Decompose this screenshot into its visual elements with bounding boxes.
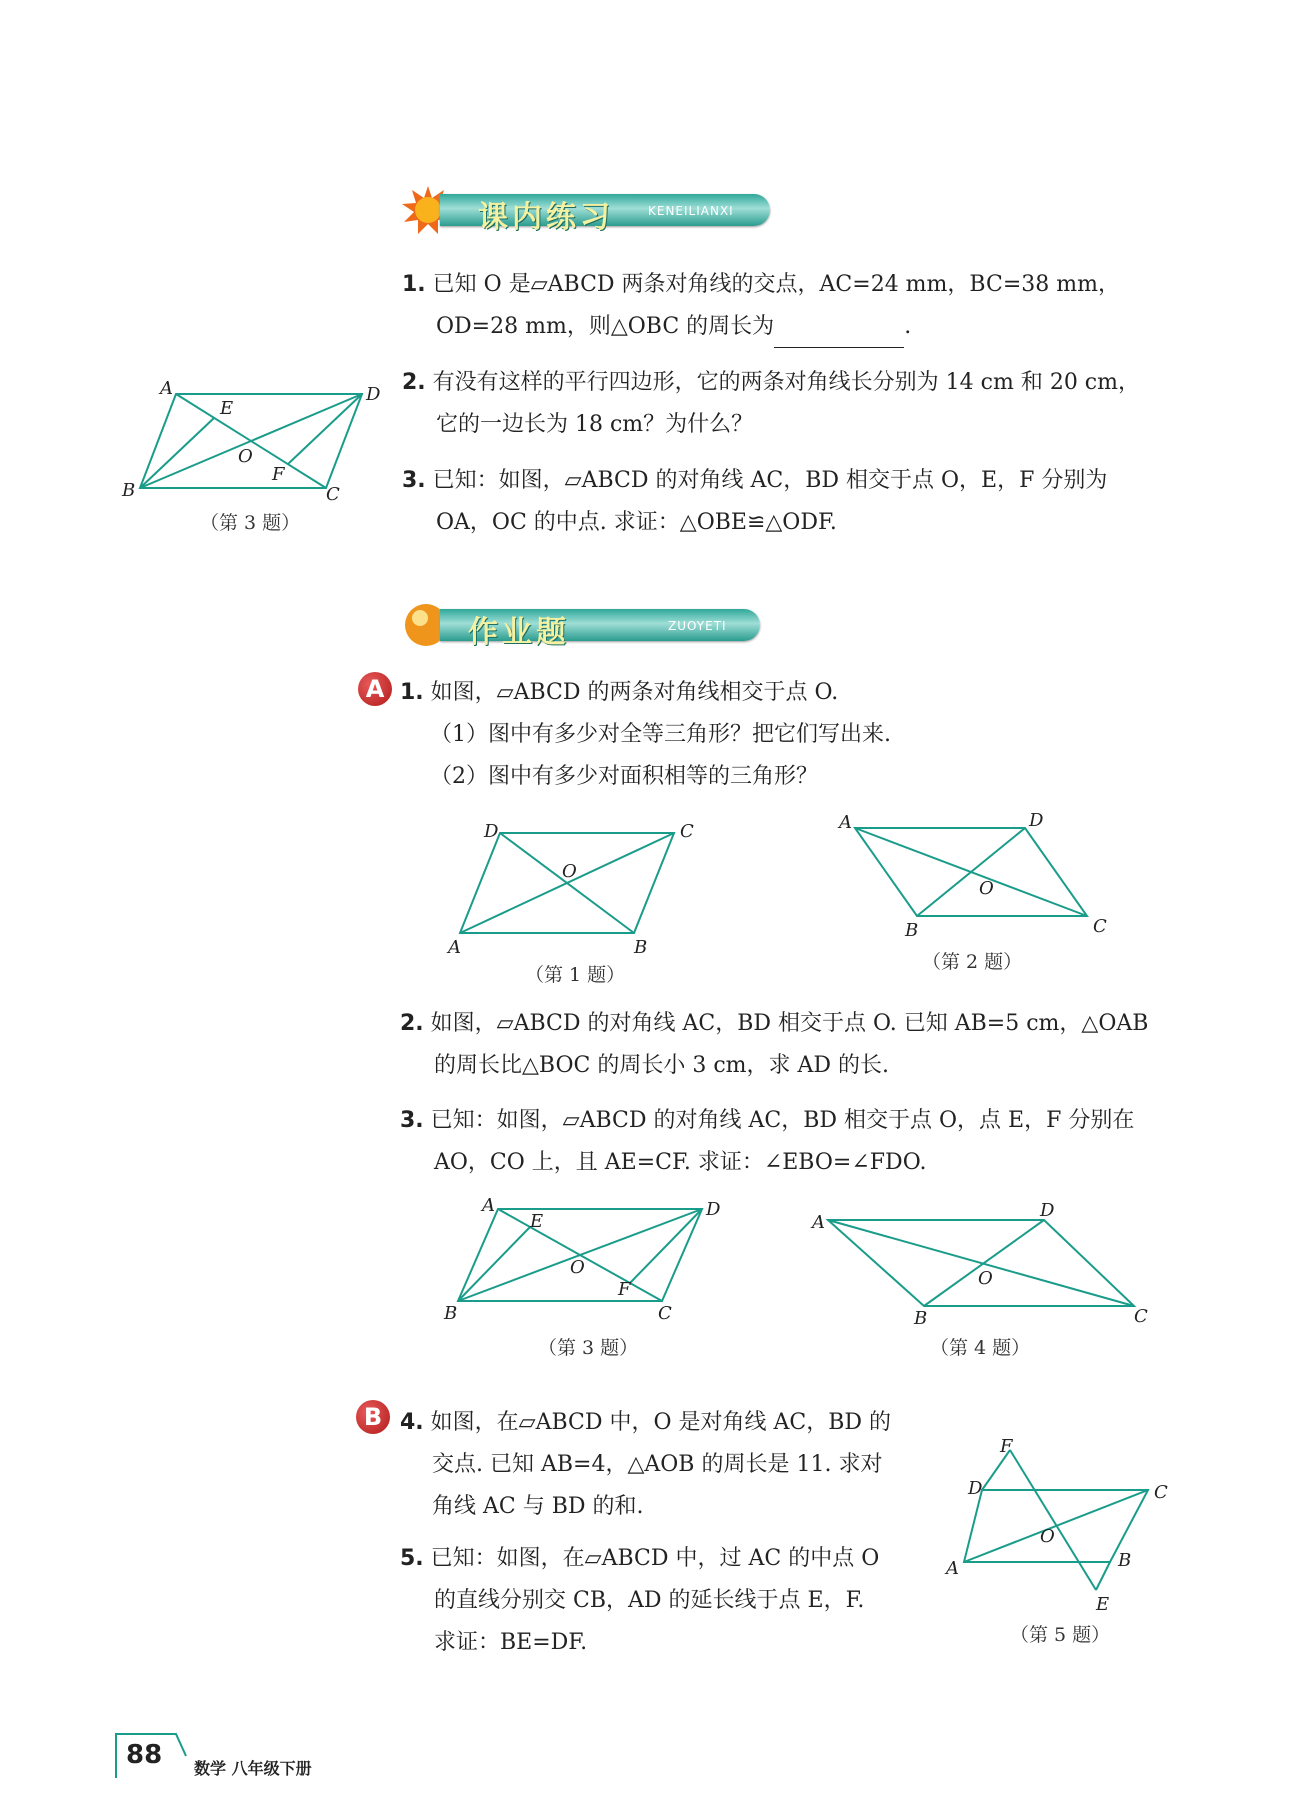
svg-text:D: D xyxy=(366,384,381,405)
svg-text:B: B xyxy=(914,1308,928,1327)
svg-text:A: A xyxy=(812,1212,825,1233)
svg-text:F: F xyxy=(272,464,285,485)
svg-text:E: E xyxy=(1096,1594,1110,1615)
level-b-badge: B xyxy=(356,1400,390,1434)
svg-text:C: C xyxy=(1093,916,1107,937)
caption-homework-4: （第 4 题） xyxy=(930,1337,1031,1359)
svg-text:D: D xyxy=(484,821,499,842)
svg-text:A: A xyxy=(946,1558,959,1579)
homework-question-4: 4. 如图，在▱ABCD 中，O 是对角线 AC，BD 的 交点. 已知 AB=4，△AOB 的周长是 11. 求对 角线 AC 与 BD 的和. xyxy=(400,1410,892,1519)
figure-homework-2 xyxy=(835,808,1125,943)
svg-text:O: O xyxy=(562,861,577,882)
figure-homework-1 xyxy=(440,815,710,955)
svg-text:F: F xyxy=(1000,1436,1013,1457)
svg-text:C: C xyxy=(326,484,340,505)
homework-question-3: 3. 已知：如图，▱ABCD 的对角线 AC，BD 相交于点 O，点 E，F 分别在 AO，CO 上，且 AE=CF. 求证：∠EBO=∠FDO. xyxy=(400,1108,1135,1175)
svg-text:D: D xyxy=(1029,810,1044,831)
svg-text:B: B xyxy=(905,920,919,941)
svg-text:C: C xyxy=(1154,1482,1168,1503)
svg-text:O: O xyxy=(1040,1526,1055,1547)
caption-homework-3: （第 3 题） xyxy=(538,1337,639,1359)
section-title: 课内练习 xyxy=(478,200,614,235)
section-title: 作业题 xyxy=(468,615,570,650)
figure-homework-5 xyxy=(942,1430,1182,1620)
figure-practice-3 xyxy=(118,380,388,510)
section-banner-practice xyxy=(400,190,780,235)
svg-text:C: C xyxy=(658,1303,672,1324)
homework-question-2: 2. 如图，▱ABCD 的对角线 AC，BD 相交于点 O. 已知 AB=5 cm，△OAB 的周长比△BOC 的周长小 3 cm，求 AD 的长. xyxy=(400,1011,1149,1078)
svg-text:A: A xyxy=(839,812,852,833)
svg-text:O: O xyxy=(570,1257,585,1278)
svg-text:O: O xyxy=(979,878,994,899)
section-subtitle: ZUOYETI xyxy=(668,619,727,633)
answer-blank[interactable] xyxy=(774,321,904,348)
svg-text:B: B xyxy=(444,1303,458,1324)
homework-question-5: 5. 已知：如图，在▱ABCD 中，过 AC 的中点 O 的直线分别交 CB，AD 的延长线于点 E，F. 求证：BE=DF. xyxy=(400,1546,880,1655)
svg-text:E: E xyxy=(530,1211,544,1232)
section-subtitle: KENEILIANXI xyxy=(648,204,734,218)
svg-text:B: B xyxy=(122,480,136,501)
svg-text:D: D xyxy=(1040,1202,1055,1221)
practice-question-2: 2. 有没有这样的平行四边形，它的两条对角线长分别为 14 cm 和 20 cm， 它的一边长为 18 cm？为什么？ xyxy=(402,370,1140,437)
page-footer xyxy=(112,1730,412,1780)
svg-text:B: B xyxy=(1118,1550,1132,1571)
svg-text:E: E xyxy=(220,398,234,419)
svg-text:F: F xyxy=(618,1279,631,1300)
homework-question-1: 1. 如图，▱ABCD 的两条对角线相交于点 O. （1）图中有多少对全等三角形？把它们写出来. （2）图中有多少对面积相等的三角形？ xyxy=(400,680,891,789)
figure-homework-4 xyxy=(808,1202,1158,1327)
svg-text:D: D xyxy=(706,1199,721,1220)
svg-text:D: D xyxy=(968,1478,983,1499)
svg-text:A: A xyxy=(160,380,173,399)
svg-text:A: A xyxy=(482,1195,495,1216)
level-a-badge: A xyxy=(358,672,392,706)
svg-text:A: A xyxy=(448,937,461,955)
book-title: 数学 八年级下册 xyxy=(194,1759,312,1778)
figure-homework-3 xyxy=(440,1195,740,1330)
svg-text:O: O xyxy=(978,1268,993,1289)
page-number: 88 xyxy=(126,1740,163,1770)
svg-text:O: O xyxy=(238,446,253,467)
caption-practice-3: （第 3 题） xyxy=(200,512,301,534)
practice-question-3: 3. 已知：如图，▱ABCD 的对角线 AC，BD 相交于点 O，E，F 分别为 OA，OC 的中点. 求证：△OBE≌△ODF. xyxy=(402,468,1108,535)
svg-text:C: C xyxy=(680,821,694,842)
svg-text:C: C xyxy=(1134,1306,1148,1327)
caption-homework-2: （第 2 题） xyxy=(922,951,1023,973)
section-banner-homework xyxy=(400,605,770,650)
practice-question-1: 1. 已知 O 是▱ABCD 两条对角线的交点，AC=24 mm，BC=38 mm， OD=28 mm，则△OBC 的周长为 . xyxy=(402,264,1202,348)
caption-homework-1: （第 1 题） xyxy=(525,964,626,986)
svg-text:B: B xyxy=(634,937,648,955)
caption-homework-5: （第 5 题） xyxy=(1010,1624,1111,1646)
